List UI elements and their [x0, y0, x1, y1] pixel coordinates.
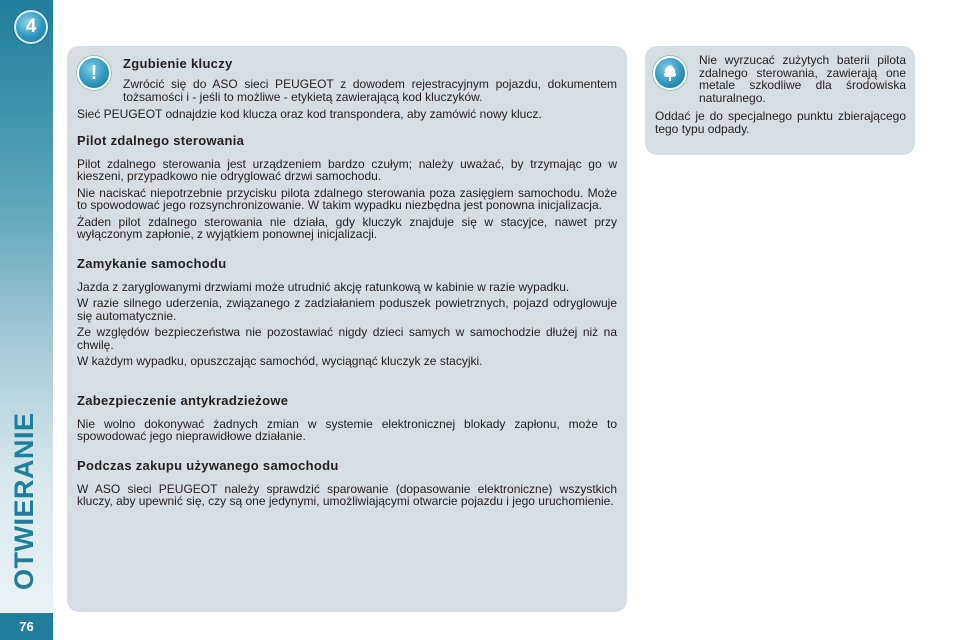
heading-lost-keys: Zgubienie kluczy — [123, 56, 233, 71]
chapter-sidebar — [0, 0, 53, 640]
antitheft-text-1: Nie wolno dokonywać żadnych zmian w systemie elektronicznej blokady zapłonu, może to spowodować jego nieprawidłowe działanie. — [77, 416, 617, 443]
heading-remote-control: Pilot zdalnego sterowania — [77, 132, 245, 148]
locking-text-4: W każdym wypadku, opuszczając samochód, wyciągnąć kluczyk ze stacyjki. — [77, 354, 483, 368]
heading-antitheft: Zabezpieczenie antykradzieżowe — [77, 392, 289, 408]
chapter-title: OTWIERANIE — [8, 412, 39, 590]
lost-keys-text-1: Zwrócić się do ASO sieci PEUGEOT z dowodem rejestracyjnym pojazdu, dokumentem tożsamości i - jeśli to możliwe - etykietą zawierającą kod kluczyków. — [123, 77, 617, 104]
heading-used-car: Podczas zakupu używanego samochodu — [77, 457, 339, 473]
tree-icon — [660, 63, 680, 83]
locking-text-2: W razie silnego uderzenia, związanego z zadziałaniem poduszek powietrznych, pojazd odryglowuje się automatycznie. — [77, 296, 617, 323]
main-info-panel — [67, 46, 627, 612]
environment-info-panel — [645, 46, 915, 155]
used-car-text-1: W ASO sieci PEUGEOT należy sprawdzić sparowanie (dopasowanie elektroniczne) wszystkich kluczy, aby upewnić się, czy są one jedynymi, umożliwiającymi otwarcie pojazdu i jego uruchomienie. — [77, 481, 617, 508]
remote-text-1: Pilot zdalnego sterowania jest urządzeniem bardzo czułym; należy uważać, by trzymając go w kieszeni, przypadkowo nie odryglować drzwi samochodu. — [77, 156, 617, 183]
heading-locking: Zamykanie samochodu — [77, 255, 227, 271]
battery-disposal-text: Nie wyrzucać zużytych baterii pilota zdalnego sterowania, zawierają one metale szkodliwe dla środowiska naturalnego. — [699, 53, 906, 105]
page-number: 76 — [0, 613, 53, 640]
locking-text-3: Ze względów bezpieczeństwa nie pozostawiać nigdy dzieci samych w samochodzie dłużej niż na chwilę. — [77, 325, 617, 352]
remote-text-2: Nie naciskać niepotrzebnie przycisku pilota zdalnego sterowania poza zasięgiem samochodu. Może to spowodować jego rozsynchronizowanie. W takim wypadku niezbędna jest ponowna inicjalizacja. — [77, 185, 617, 212]
battery-collection-text: Oddać je do specjalnego punktu zbierającego tego typu odpady. — [655, 109, 906, 136]
lost-keys-text-2: Sieć PEUGEOT odnajdzie kod klucza oraz kod transpondera, aby zamówić nowy klucz. — [77, 107, 542, 121]
locking-text-1: Jazda z zaryglowanymi drzwiami może utrudnić akcję ratunkową w kabinie w razie wypadku. — [77, 279, 570, 294]
remote-text-3: Żaden pilot zdalnego sterowania nie działa, gdy kluczyk znajduje się w stacyjce, nawet przy wyłączonym zapłonie, z wyjątkiem ponownej inicjalizacji. — [77, 214, 617, 241]
chapter-number-badge: 4 — [14, 10, 48, 44]
environment-icon — [653, 56, 687, 90]
warning-icon: ! — [77, 56, 111, 90]
